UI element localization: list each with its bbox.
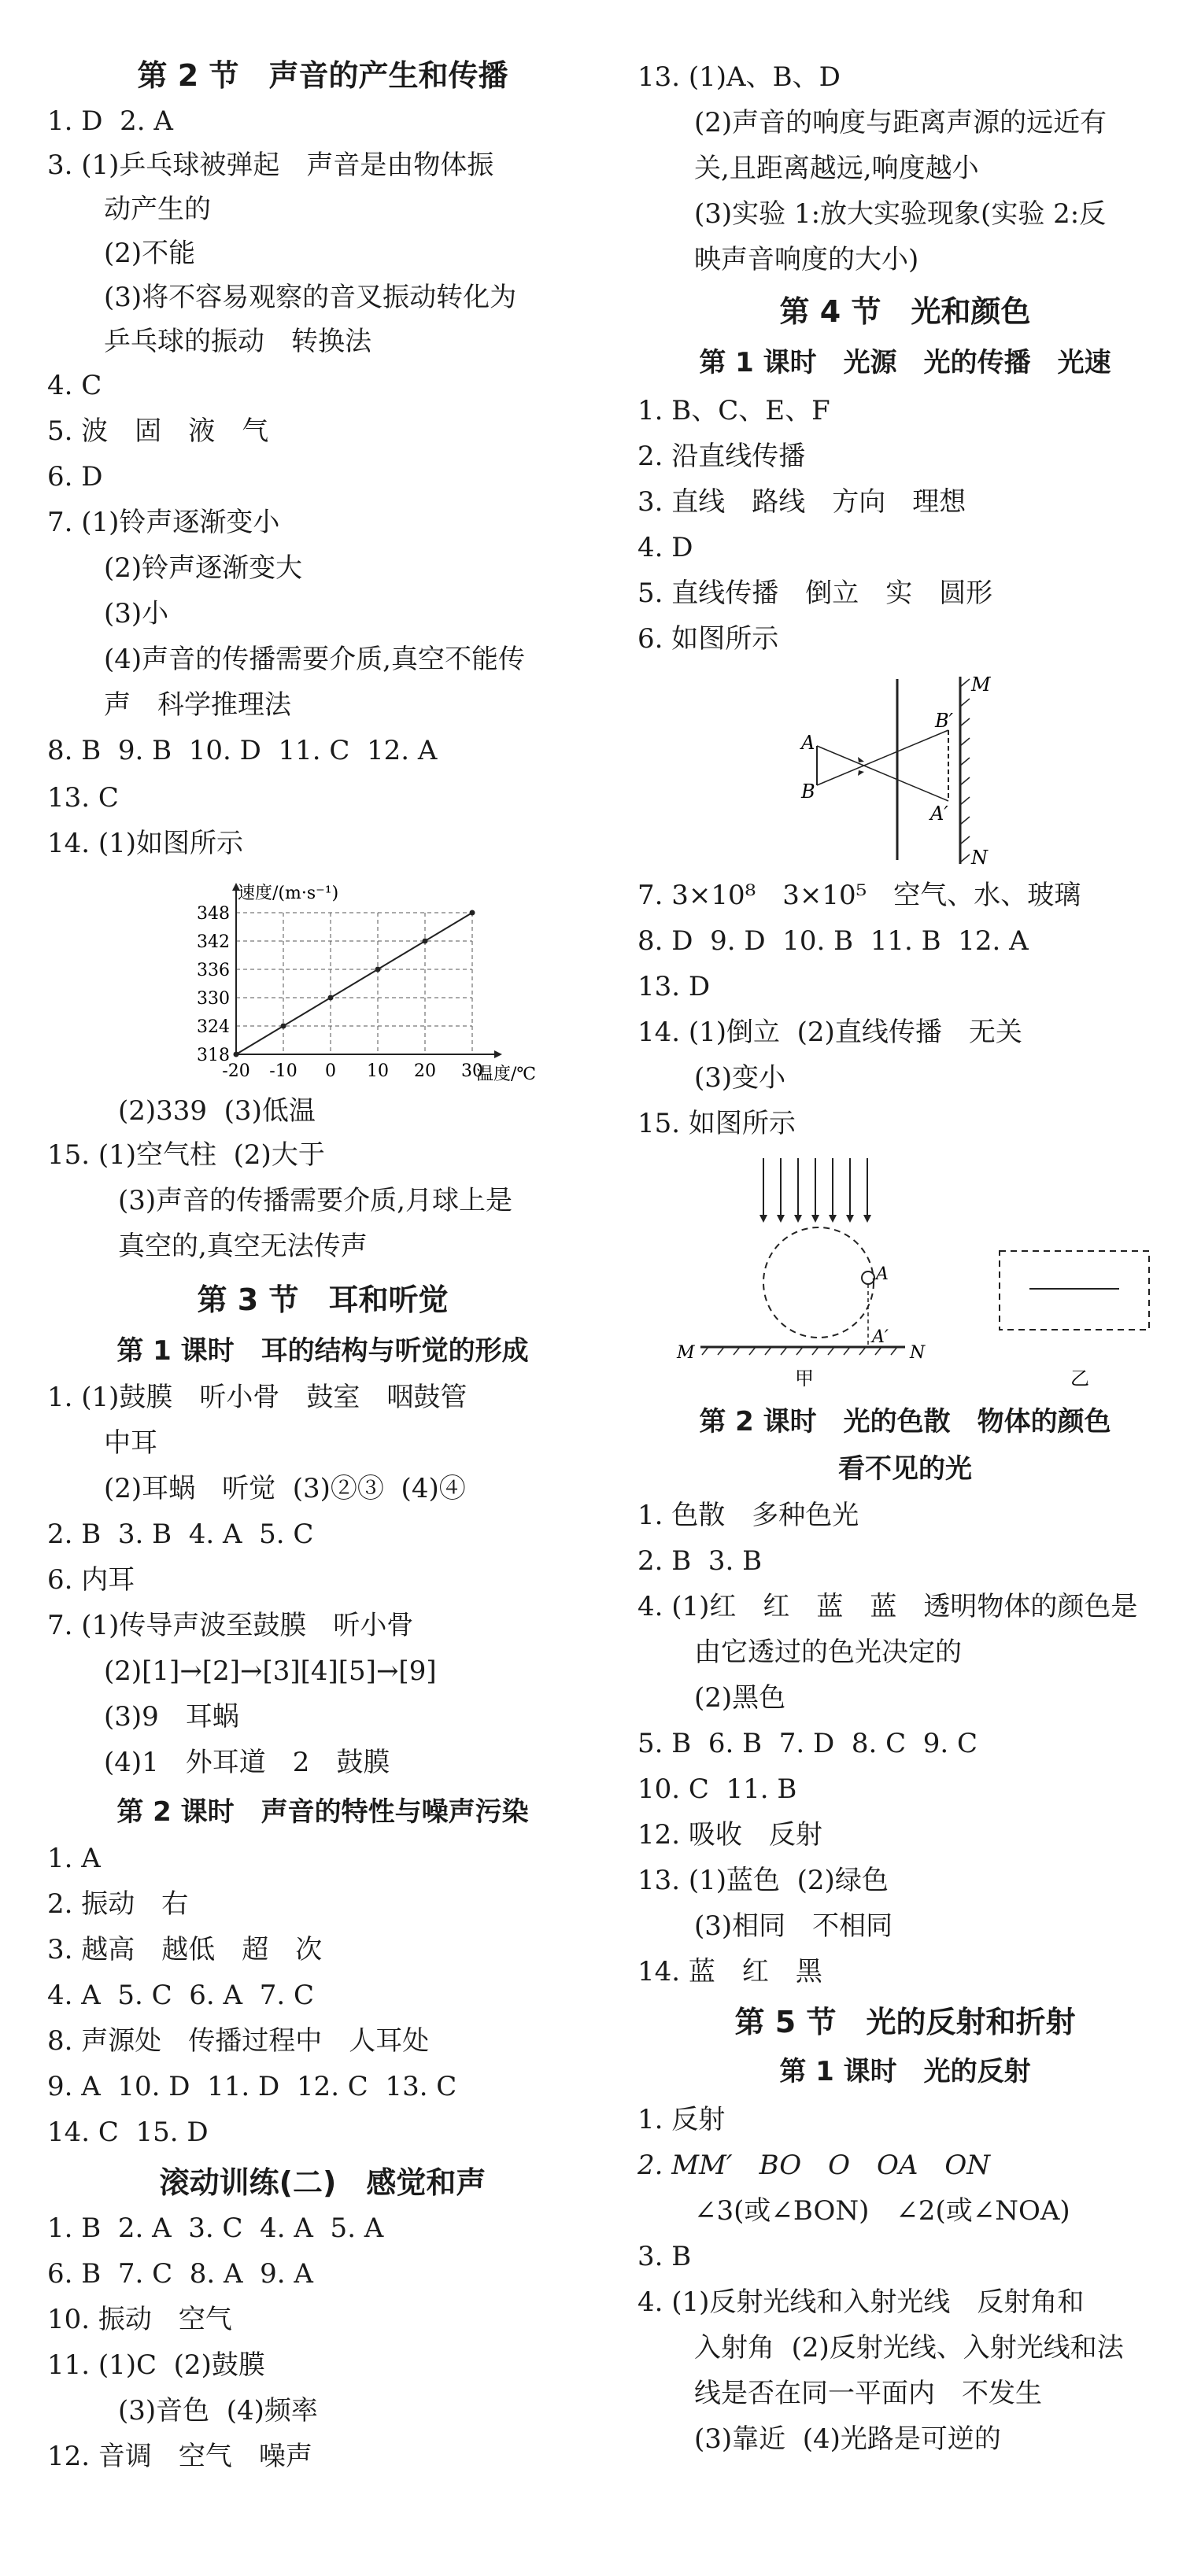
answer-line: 5. 波 固 液 气 [47,415,269,447]
circular-path [763,1227,874,1338]
label-b: B [801,781,815,803]
answer-line: 13. C [47,782,119,814]
answer-line: (4)1 外耳道 2 鼓膜 [104,1747,390,1778]
answer-line: 关,且距离越远,响度越小 [694,153,979,184]
answer-line: 乒乓球的振动 转换法 [104,326,371,357]
answer-line: (3)相同 不相同 [694,1910,893,1942]
label-m: M [971,674,991,696]
answer-line: 5. 直线传播 倒立 实 圆形 [638,578,993,609]
answer-line: 1. D 2. A [47,105,173,137]
answer-line: 映声音响度的大小) [694,244,919,275]
data-point [234,1052,239,1057]
section-3-title: 第 3 节 耳和听觉 [197,1282,449,1317]
answer-line: 15. (1)空气柱 (2)大于 [47,1139,325,1171]
light-ray-a [817,746,948,801]
answer-line: 14. C 15. D [47,2117,209,2148]
answer-line: 声 科学推理法 [104,689,291,721]
answer-line: 中耳 [104,1427,157,1459]
answer-line: 3. 直线 路线 方向 理想 [638,486,966,518]
x-tick-label: 10 [367,1061,389,1081]
sunlight-rays [763,1158,867,1220]
label-a: A [801,732,815,754]
answer-line: 5. B 6. B 7. D 8. C 9. C [638,1728,978,1759]
answer-line: (3)靠近 (4)光路是可逆的 [694,2423,1001,2455]
x-axis-label: 温度/℃ [476,1065,537,1084]
answer-line: 14. (1)如图所示 [47,828,244,859]
answer-line: 13. (1)A、B、D [638,61,841,93]
answer-line: 1. B、C、E、F [638,395,830,426]
y-tick-label: 336 [197,961,230,980]
answer-line: 7. 3×10⁸ 3×10⁵ 空气、水、玻璃 [638,880,1081,911]
section-4-title: 第 4 节 光和颜色 [779,294,1031,329]
answer-line: 8. B 9. B 10. D 11. C 12. A [47,735,438,766]
answer-line: 4. D [638,532,693,563]
rolling-training-title: 滚动训练(二) 感觉和声 [159,2165,486,2200]
label-a-prime: A′ [872,1327,889,1347]
label-a-prime: A′ [930,803,948,825]
data-line [236,913,472,1054]
lesson-title: 第 2 课时 光的色散 物体的颜色 [699,1406,1111,1437]
answer-line: 3. B [638,2241,692,2272]
label-a: A [876,1264,889,1284]
x-tick-label: 0 [325,1061,336,1081]
answer-line: 1. 反射 [638,2104,726,2135]
y-tick-label: 324 [197,1017,230,1037]
x-tick-label: -20 [222,1061,250,1081]
answer-line: 2. B 3. B 4. A 5. C [47,1519,314,1550]
answer-line: 6. B 7. C 8. A 9. A [47,2258,313,2290]
answer-line: (2)黑色 [694,1682,786,1714]
answer-line: 13. (1)蓝色 (2)绿色 [638,1865,889,1896]
ray-arrow [858,770,864,776]
answer-line: 1. A [47,1843,101,1874]
answer-line: 4. C [47,370,102,401]
answer-line: 11. (1)C (2)鼓膜 [47,2349,265,2381]
answer-line: 7. (1)铃声逐渐变小 [47,507,280,538]
y-tick-label: 342 [197,932,230,952]
answer-line: 4. (1)红 红 蓝 蓝 透明物体的颜色是 [638,1591,1138,1622]
answer-line: 12. 音调 空气 噪声 [47,2441,312,2472]
answer-line: 8. 声源处 传播过程中 人耳处 [47,2025,430,2057]
answer-line: (3)将不容易观察的音叉振动转化为 [104,282,517,313]
answer-line: 3. (1)乒乓球被弹起 声音是由物体振 [47,149,494,181]
ball-a [862,1271,874,1284]
data-point [423,939,428,944]
answer-line: (3)变小 [694,1062,786,1094]
data-point [470,910,475,916]
answer-line: 线是否在同一平面内 不发生 [694,2378,1042,2409]
light-ray-b [817,730,948,785]
mirror-hatch [960,679,970,862]
answer-line: 6. 如图所示 [638,623,779,655]
answer-line: (3)9 耳蜗 [104,1701,239,1733]
answer-line: 1. (1)鼓膜 听小骨 鼓室 咽鼓管 [47,1382,468,1413]
answer-line: 动产生的 [104,194,211,225]
answer-line: 14. (1)倒立 (2)直线传播 无关 [638,1017,1022,1048]
y-tick-label: 330 [197,989,230,1009]
answer-line: 1. 色散 多种色光 [638,1500,859,1531]
label-b-prime: B′ [935,710,954,732]
lesson-title-cont: 看不见的光 [838,1453,972,1485]
answer-line: (2)不能 [104,238,196,269]
answer-line: 9. A 10. D 11. D 12. C 13. C [47,2071,457,2102]
answer-line: 由它透过的色光决定的 [694,1637,962,1668]
answer-line: 2. MM′ BO O OA ON [638,2150,991,2181]
y-tick-label: 318 [197,1046,230,1065]
label-m: M [677,1343,695,1363]
answer-line: (2)声音的响度与距离声源的远近有 [694,107,1107,138]
answer-line: 12. 吸收 反射 [638,1819,822,1851]
answer-line: ∠3(或∠BON) ∠2(或∠NOA) [694,2195,1070,2227]
x-axis-arrow [494,1050,502,1058]
data-point [328,995,334,1001]
answer-line: (2)耳蜗 听觉 (3)②③ (4)④ [104,1473,466,1504]
answer-line: 10. C 11. B [638,1773,797,1805]
data-point [281,1024,286,1029]
figure-label-yi: 乙 [1070,1367,1089,1389]
answer-line: 4. (1)反射光线和入射光线 反射角和 [638,2286,1085,2318]
answer-line: 入射角 (2)反射光线、入射光线和法 [694,2332,1124,2364]
answer-line: (2)[1]→[2]→[3][4][5]→[9] [104,1655,437,1687]
lesson-title: 第 1 课时 光源 光的传播 光速 [699,347,1111,378]
ray-arrow [858,757,864,762]
x-tick-label: 20 [414,1061,436,1081]
answer-line: 8. D 9. D 10. B 11. B 12. A [638,925,1029,957]
label-n: N [971,847,988,869]
answer-line: 15. 如图所示 [638,1108,796,1139]
section-5-title: 第 5 节 光的反射和折射 [734,2005,1076,2039]
answer-line: 2. 振动 右 [47,1888,189,1920]
answer-line: 2. B 3. B [638,1545,763,1577]
y-axis-label: 速度/(m·s⁻¹) [238,884,339,903]
answer-line: 真空的,真空无法传声 [118,1231,368,1262]
answer-line: (3)声音的传播需要介质,月球上是 [118,1185,512,1216]
answer-line: 2. 沿直线传播 [638,441,806,472]
shadow-diagram [653,1149,1173,1401]
answer-line: (2)铃声逐渐变大 [104,552,303,584]
answer-line: (3)实验 1:放大实验现象(实验 2:反 [694,198,1107,230]
ray-arrows [759,1215,871,1223]
answer-line: 6. 内耳 [47,1564,135,1596]
dashed-box [1000,1251,1149,1330]
answer-line: 7. (1)传导声波至鼓膜 听小骨 [47,1610,414,1641]
label-n: N [910,1343,926,1363]
answer-line: 3. 越高 越低 超 次 [47,1934,323,1965]
lesson-title: 第 1 课时 耳的结构与听觉的形成 [116,1335,529,1367]
answer-line: (3)音色 (4)频率 [118,2395,318,2427]
answer-line: 1. B 2. A 3. C 4. A 5. A [47,2212,384,2244]
answer-line: 10. 振动 空气 [47,2304,232,2335]
answer-line: 14. 蓝 红 黑 [638,1956,822,1987]
answer-line: (4)声音的传播需要介质,真空不能传 [104,644,525,675]
figure-label-jia: 甲 [795,1367,814,1389]
answer-line: 13. D [638,971,711,1002]
x-tick-label: 30 [461,1061,483,1081]
data-point [375,967,381,972]
lesson-title: 第 2 课时 声音的特性与噪声污染 [116,1796,529,1828]
lesson-title: 第 1 课时 光的反射 [779,2056,1031,2087]
answer-line: (3)小 [104,598,169,629]
pinhole-imaging-diagram [795,667,1015,872]
answer-line: 6. D [47,461,103,493]
y-tick-label: 348 [197,904,230,924]
answer-line: 4. A 5. C 6. A 7. C [47,1980,314,2011]
speed-temperature-chart [165,881,551,1086]
answer-line: (2)339 (3)低温 [118,1095,316,1127]
x-tick-label: -10 [269,1061,298,1081]
section-2-title: 第 2 节 声音的产生和传播 [137,58,508,93]
